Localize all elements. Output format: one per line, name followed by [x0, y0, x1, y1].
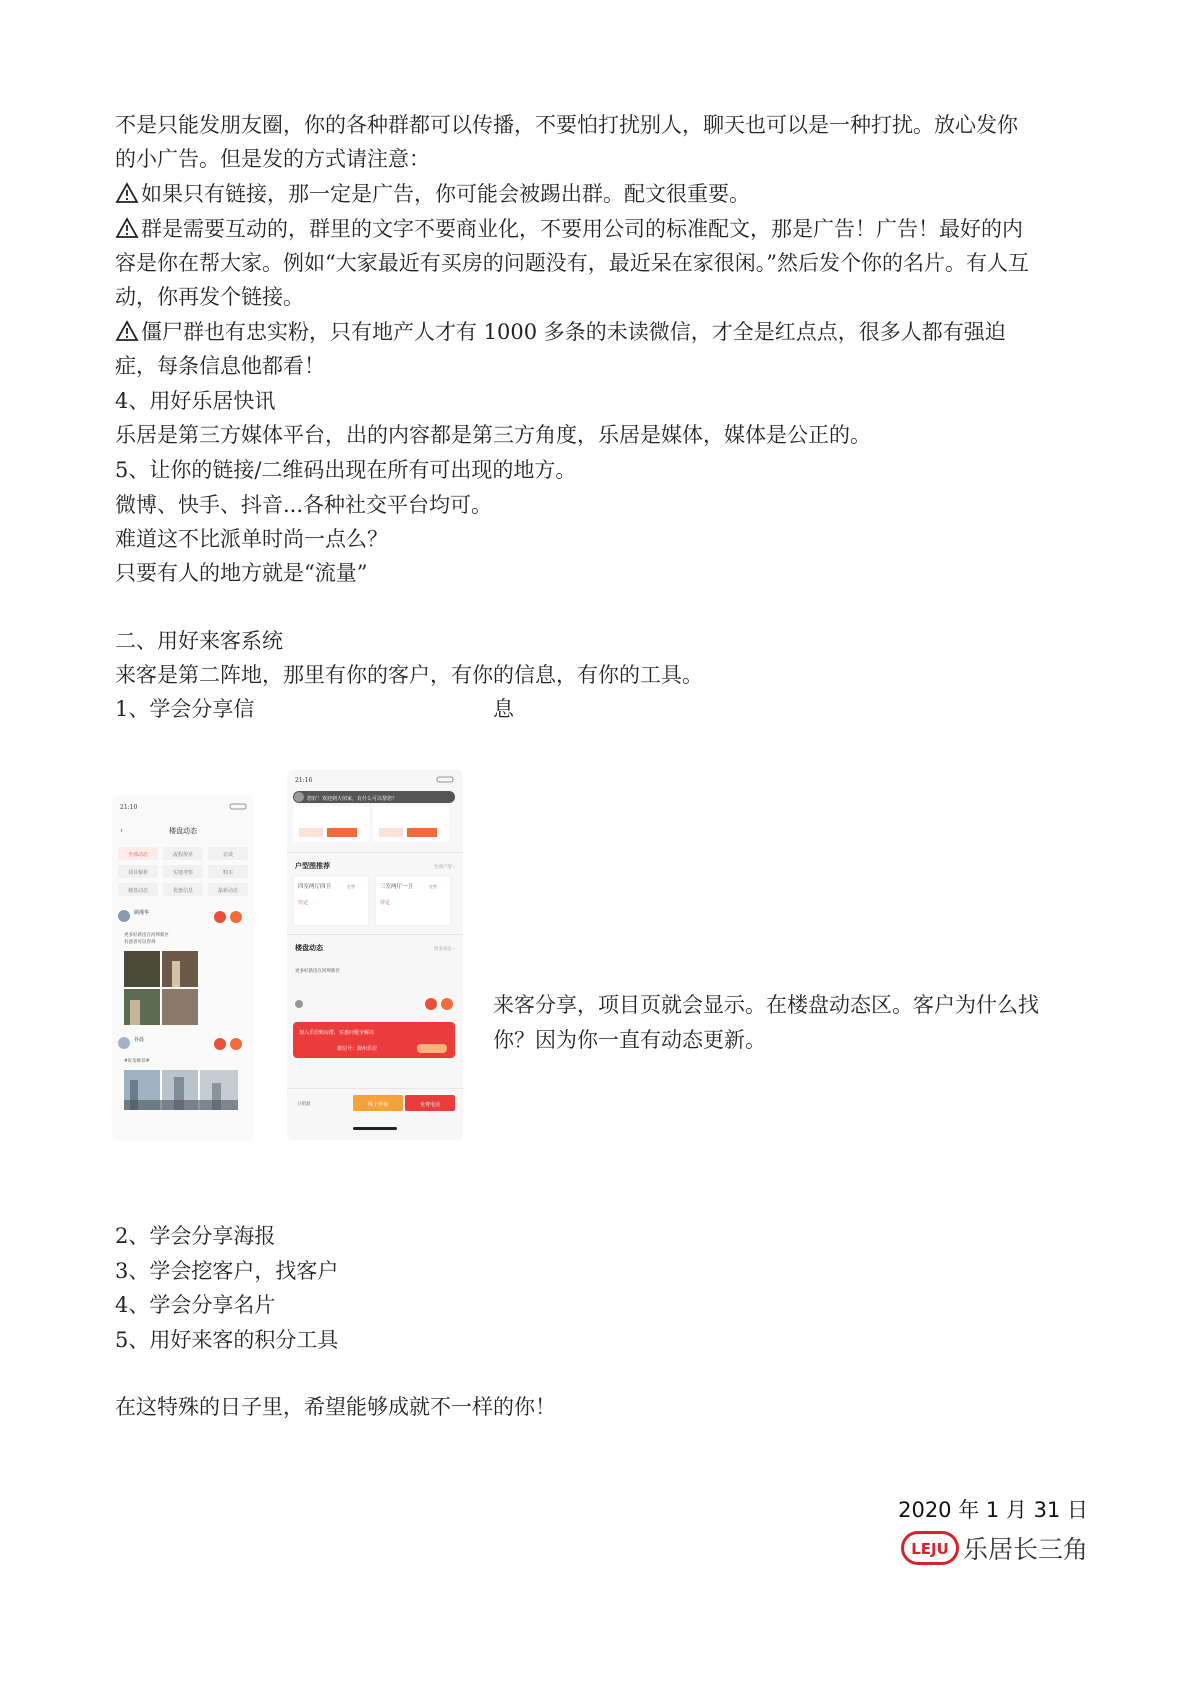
- section-heading: 3、学会挖客户，找客户: [115, 1259, 339, 1283]
- svg-text:LEJU: LEJU: [911, 1540, 949, 1558]
- svg-text:更多动态 ›: 更多动态 ›: [433, 947, 455, 952]
- svg-text:分销器: 分销器: [297, 1102, 311, 1107]
- svg-text:更多好新房在河埠新区: 更多好新房在河埠新区: [124, 933, 169, 938]
- svg-text:微信号：滁州乐居: 微信号：滁州乐居: [337, 1046, 378, 1052]
- section-heading-tail: 息: [493, 697, 514, 721]
- svg-text:优惠信息: 优惠信息: [172, 888, 194, 894]
- warning-item: [115, 212, 1023, 246]
- svg-text:免费电话: 免费电话: [419, 1102, 441, 1108]
- section-heading: 2、学会分享海报: [115, 1224, 276, 1248]
- para-line: 症，每条信息他都看！: [115, 354, 325, 378]
- svg-text:项目解析: 项目解析: [127, 870, 149, 876]
- svg-text:线上咨询: 线上咨询: [367, 1102, 389, 1108]
- svg-text:21:16: 21:16: [295, 777, 313, 784]
- closing-line: 在这特殊的日子里，希望能够成就不一样的你！: [115, 1395, 556, 1419]
- leju-logo-mark: [901, 1531, 959, 1565]
- warning-text: 如果只有链接，那一定是广告，你可能会被踢出群。配文很重要。: [141, 182, 750, 206]
- para-line: 难道这不比派单时尚一点么？: [115, 527, 388, 551]
- svg-text:有意者可以咨询: 有意者可以咨询: [124, 940, 156, 945]
- para-line: 乐居是第三方媒体平台，出的内容都是第三方角度，乐居是媒体，媒体是公正的。: [115, 423, 871, 447]
- para-line: 的小广告。但是发的方式请注意：: [115, 147, 430, 171]
- svg-text:楼盘动态: 楼盘动态: [127, 888, 149, 894]
- warning-item: [115, 177, 750, 211]
- svg-text:‹: ‹: [120, 826, 124, 835]
- para-line: 动，你再发个链接。: [115, 285, 304, 309]
- warning-text: 群是需要互动的，群里的文字不要商业化，不要用公司的标准配文，那是广告！广告！最好的内: [141, 217, 1023, 241]
- warning-triangle-icon: [115, 182, 139, 204]
- para-line: 容是你在帮大家。例如“大家最近有买房的问题没有，最近呆在家很闲。”然后发个你的名片。有人互: [115, 251, 1029, 275]
- svg-text:顾瑾华: 顾瑾华: [134, 910, 150, 916]
- document-date: 2020 年 1 月 31 日: [898, 1498, 1088, 1522]
- svg-text:待定: 待定: [298, 900, 309, 906]
- para-line: 微博、快手、抖音...各种社交平台均可。: [115, 493, 493, 517]
- status-time: 21:10: [120, 804, 138, 811]
- leju-logo: [901, 1530, 1088, 1566]
- svg-text:实地考察: 实地考察: [172, 870, 194, 876]
- section-heading: 5、用好来客的积分工具: [115, 1328, 339, 1352]
- app-screenshot-graphic: [112, 795, 254, 1141]
- page-title: 楼盘动态: [169, 827, 197, 835]
- section-heading: 4、学会分享名片: [115, 1293, 276, 1317]
- para-line: 来客分享，项目页就会显示。在楼盘动态区。客户为什么找: [493, 993, 1039, 1017]
- svg-text:待定: 待定: [380, 900, 391, 906]
- svg-text:您好！欢迎到大佰家，有什么可以帮您？: 您好！欢迎到大佰家，有什么可以帮您？: [307, 796, 398, 802]
- svg-text:在售: 在售: [429, 884, 437, 889]
- svg-text:流程规章: 流程规章: [172, 852, 194, 858]
- section-heading: 1、学会分享信: [115, 697, 255, 721]
- svg-text:#好房推荐#: #好房推荐#: [124, 1059, 150, 1064]
- section-heading: 5、让你的链接/二维码出现在所有可出现的地方。: [115, 458, 577, 482]
- svg-text:加入乐居购房群，实惠问题全解决: 加入乐居购房群，实惠问题全解决: [299, 1030, 375, 1036]
- svg-text:最新动态: 最新动态: [217, 888, 239, 894]
- svg-text:访谈: 访谈: [222, 852, 234, 858]
- para-line: 不是只能发朋友圈，你的各种群都可以传播，不要怕打扰别人，聊天也可以是一种打扰。放心发你: [115, 113, 1018, 137]
- warning-triangle-icon: [115, 320, 139, 342]
- svg-text:户型图推荐: 户型图推荐: [295, 861, 330, 870]
- svg-text:在售: 在售: [347, 884, 355, 889]
- svg-text:更多好新房在河埠新区: 更多好新房在河埠新区: [295, 969, 340, 974]
- section-heading: 4、用好乐居快讯: [115, 389, 276, 413]
- svg-text:全部户型 ›: 全部户型 ›: [433, 865, 455, 870]
- app-screenshot-dynamics: [112, 795, 254, 1141]
- chapter-heading: 二、用好来客系统: [115, 629, 283, 653]
- para-line: 你？因为你一直有动态更新。: [493, 1028, 766, 1052]
- leju-logo-text: 乐居长三角: [962, 1535, 1088, 1564]
- svg-text:谷晨: 谷晨: [134, 1037, 145, 1043]
- svg-text:三室两厅一卫: 三室两厅一卫: [380, 884, 414, 890]
- svg-text:全部动态: 全部动态: [127, 852, 149, 858]
- para-line: 来客是第二阵地，那里有你的客户，有你的信息，有你的工具。: [115, 663, 703, 687]
- warning-item: [115, 315, 1006, 349]
- svg-text:四室两厅四卫: 四室两厅四卫: [298, 884, 332, 890]
- warning-triangle-icon: [115, 217, 139, 239]
- para-line: 只要有人的地方就是“流量”: [115, 561, 368, 585]
- app-screenshot-graphic: [287, 770, 463, 1140]
- app-screenshot-project: [287, 770, 463, 1140]
- svg-text:楼盘动态: 楼盘动态: [295, 943, 323, 952]
- warning-text: 僵尸群也有忠实粉，只有地产人才有 1000 多条的未读微信，才全是红点点，很多人都有强迫: [141, 320, 1006, 344]
- svg-text:购买: 购买: [222, 870, 234, 876]
